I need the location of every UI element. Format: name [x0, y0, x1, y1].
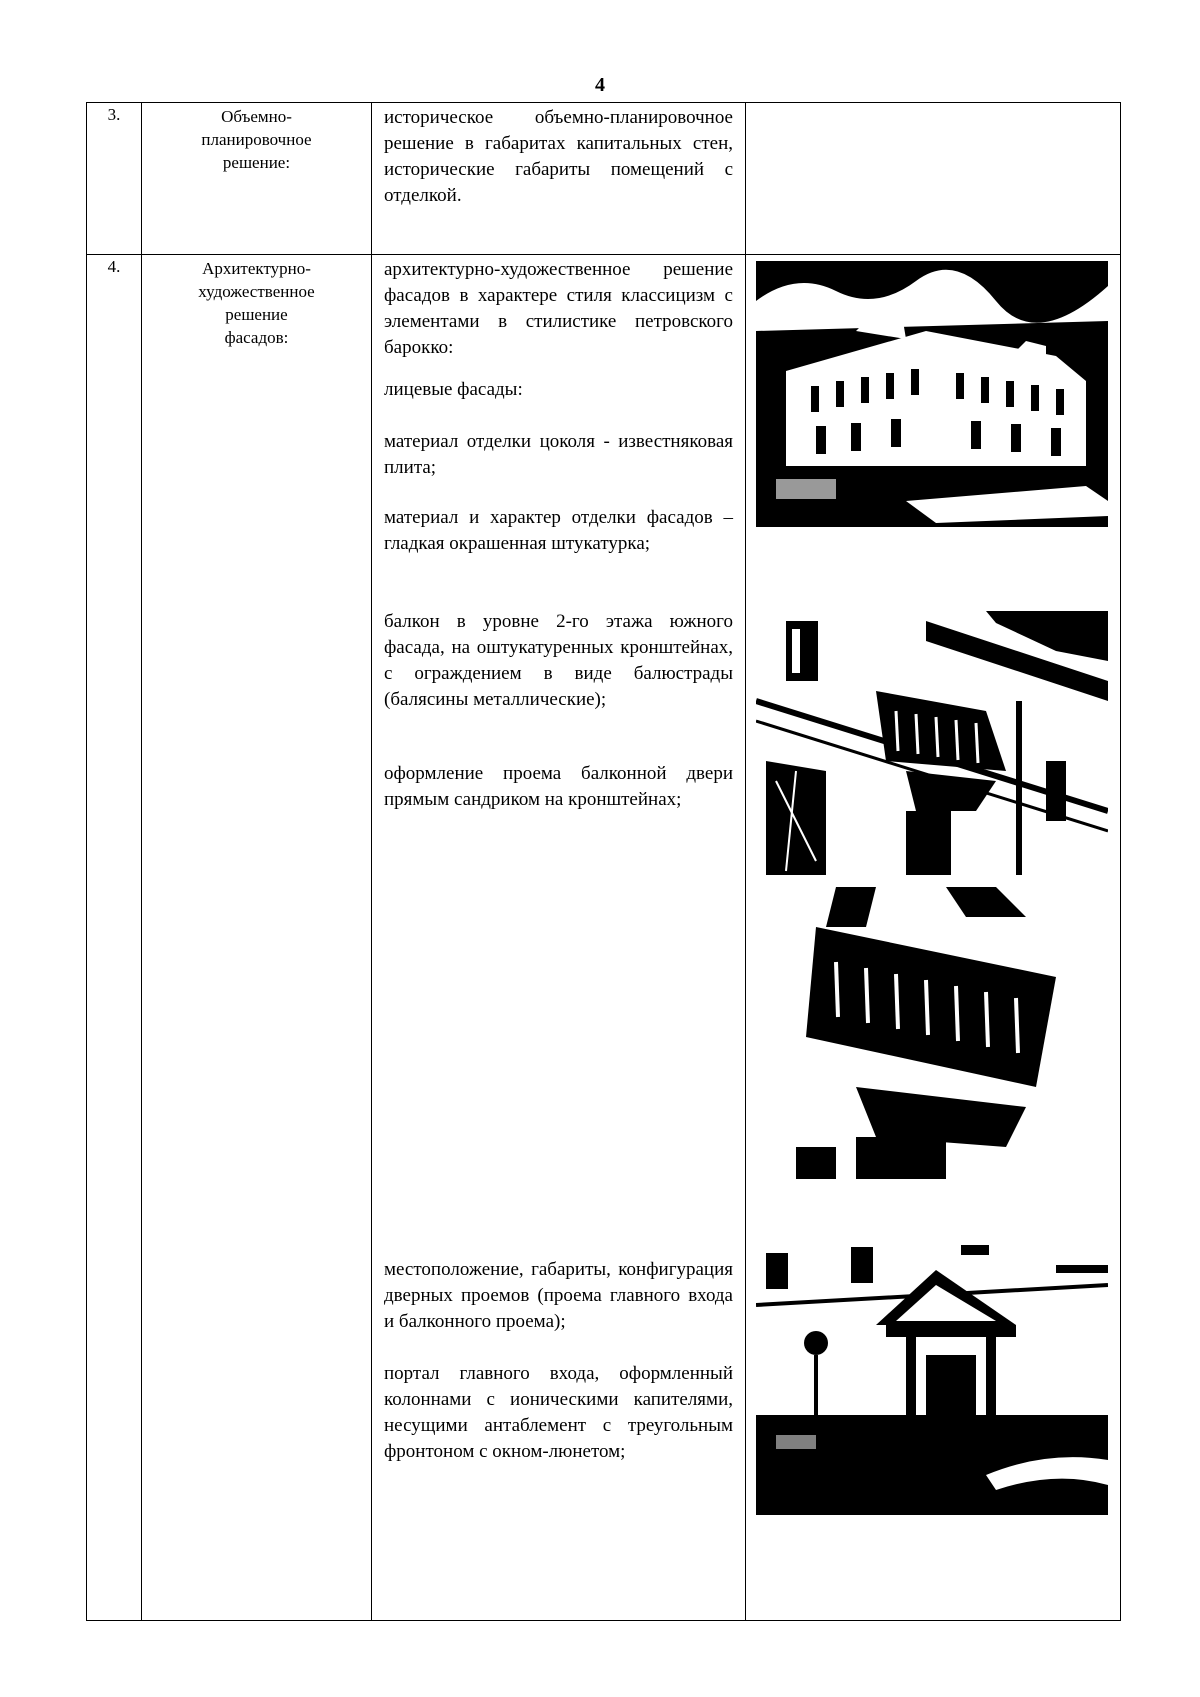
balcony-facade-photo: [756, 611, 1108, 875]
main-entrance-portal-photo: [756, 1245, 1108, 1515]
description-paragraph: историческое объемно-планировочное решение в габаритах капитальных стен, исторические габариты помещений с отделкой.: [384, 107, 733, 206]
balcony-closeup-photo: [796, 887, 1108, 1179]
row-title-text: Объемно- планировочное решение:: [201, 107, 312, 172]
description-paragraph: материал отделки цоколя - известняковая плита;: [384, 431, 733, 478]
description-paragraph: архитектурно-художественное решение фасадов в характере стиля классицизм с элементами в стилистике петровского барокко:: [384, 259, 733, 358]
description-paragraph: балкон в уровне 2-го этажа южного фасада, на оштукатуренных кронштейнах, с ограждением в виде балюстрады (балясины металлические);: [384, 611, 733, 710]
row-image-cell: [746, 255, 1121, 1621]
row-number: 4.: [87, 255, 142, 1621]
description-paragraph: материал и характер отделки фасадов – гладкая окрашенная штукатурка;: [384, 507, 733, 554]
description-paragraph: местоположение, габариты, конфигурация дверных проемов (проема главного входа и балконного проема);: [384, 1259, 733, 1332]
building-facade-photo: [756, 261, 1108, 527]
document-table: [86, 102, 1121, 1621]
table-row-3: [87, 103, 1121, 255]
row-description: [372, 103, 746, 255]
row-title: [142, 255, 372, 1621]
row-number: 3.: [87, 103, 142, 255]
row-title: [142, 103, 372, 255]
description-paragraph: оформление проема балконной двери прямым сандриком на кронштейнах;: [384, 763, 733, 810]
description-paragraph: лицевые фасады:: [384, 379, 523, 400]
description-paragraph: портал главного входа, оформленный колоннами с ионическими капителями, несущими антаблемент с треугольным фронтоном с окном-люнетом;: [384, 1363, 733, 1462]
row-description: [372, 255, 746, 1621]
page-number: 4: [595, 74, 605, 96]
row-title-text: Архитектурно- художественное решение фасадов:: [198, 259, 315, 347]
table-row-4: [87, 255, 1121, 1621]
row-image-cell: [746, 103, 1121, 255]
